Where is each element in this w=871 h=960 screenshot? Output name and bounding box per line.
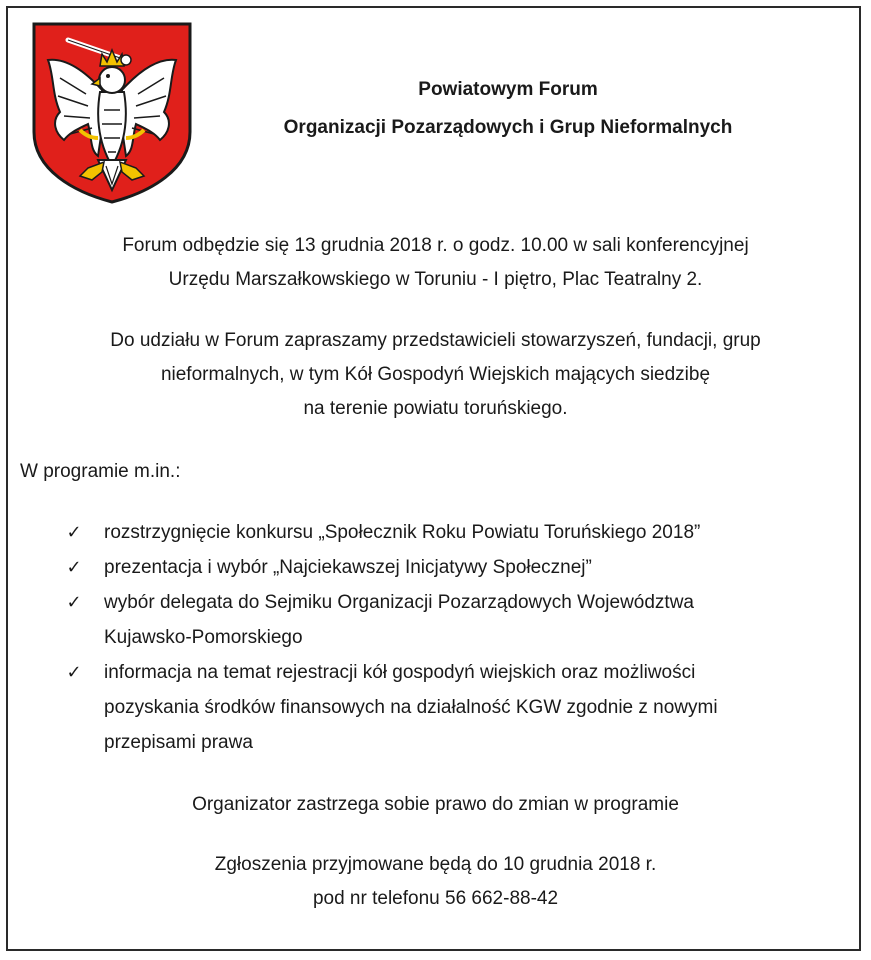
event-details-line: Forum odbędzie się 13 grudnia 2018 r. o godz. 10.00 w sali konferencyjnej — [122, 235, 749, 256]
invitation-text — [18, 324, 853, 426]
registration-info — [18, 848, 853, 916]
eagle-coat-of-arms-icon — [30, 20, 194, 206]
event-details-line: Urzędu Marszałkowskiego w Toruniu - I piętro, Plac Teatralny 2. — [168, 269, 703, 290]
checkmark-icon: ✓ — [66, 592, 82, 613]
program-item-text: informacja na temat rejestracji kół gospodyń wiejskich oraz możliwości — [104, 662, 696, 683]
program-item-text: Kujawsko-Pomorskiego — [104, 627, 303, 648]
forum-subtitle: Organizacji Pozarządowych i Grup Nieformalnych — [283, 117, 733, 138]
checkmark-icon: ✓ — [66, 662, 82, 683]
checkmark-icon: ✓ — [66, 557, 82, 578]
checkmark-icon: ✓ — [66, 522, 82, 543]
program-item-text: prezentacja i wybór „Najciekawszej Inicjatywy Społecznej” — [104, 557, 592, 578]
registration-line: Zgłoszenia przyjmowane będą do 10 grudnia 2018 r. — [214, 854, 657, 875]
invitation-line: Do udziału w Forum zapraszamy przedstawicieli stowarzyszeń, fundacji, grup — [110, 330, 761, 351]
invitation-line: na terenie powiatu toruńskiego. — [303, 398, 568, 419]
forum-title: Powiatowym Forum — [418, 79, 598, 100]
flyer-page — [6, 6, 861, 951]
invitation-line: nieformalnych, w tym Kół Gospodyń Wiejskich mających siedzibę — [160, 364, 711, 385]
event-details — [18, 229, 853, 297]
program-item-text: rozstrzygnięcie konkursu „Społecznik Roku Powiatu Toruńskiego 2018” — [104, 522, 701, 543]
program-item — [48, 515, 848, 550]
organizer-note: Organizator zastrzega sobie prawo do zmian w programie — [192, 794, 679, 815]
program-heading: W programie m.in.: — [20, 461, 181, 482]
program-item — [48, 655, 848, 760]
program-item-text: pozyskania środków finansowych na działalność KGW zgodnie z nowymi — [104, 697, 718, 718]
registration-phone: pod nr telefonu 56 662-88-42 — [312, 888, 559, 909]
program-item — [48, 585, 848, 655]
program-item-text: przepisami prawa — [104, 732, 253, 753]
program-list — [48, 515, 848, 760]
program-item — [48, 550, 848, 585]
program-item-text: wybór delegata do Sejmiku Organizacji Pozarządowych Województwa — [104, 592, 694, 613]
